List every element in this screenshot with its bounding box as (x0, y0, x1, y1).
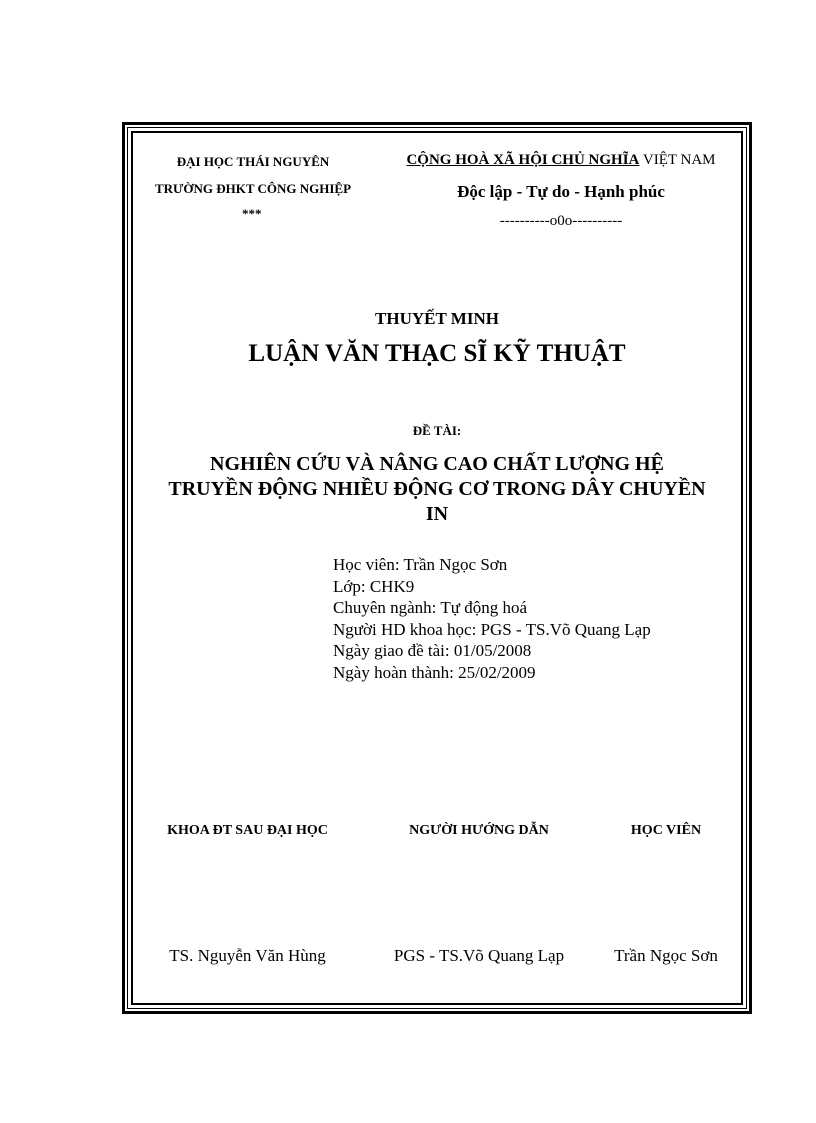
thesis-title: LUẬN VĂN THẠC SĨ KỸ THUẬT (248, 340, 626, 367)
topic-line-2: TRUYỀN ĐỘNG NHIỀU ĐỘNG CƠ TRONG DÂY CHUYỀN (168, 478, 706, 500)
signature-name-faculty: TS. Nguyễn Văn Hùng (169, 946, 326, 965)
topic-line-3: IN (425, 503, 449, 525)
country-name-bold: CỘNG HOÀ XÃ HỘI CHỦ NGHĨA (406, 152, 640, 168)
header-separator: ----------o0o---------- (499, 213, 623, 229)
university-name: ĐẠI HỌC THÁI NGUYÊN (176, 154, 330, 169)
signature-heading-faculty: KHOA ĐT SAU ĐẠI HỌC (167, 823, 328, 838)
national-motto: Độc lập - Tự do - Hạnh phúc (457, 182, 665, 201)
assigned-date: Ngày giao đề tài: 01/05/2008 (333, 641, 532, 660)
topic-line-1: NGHIÊN CỨU VÀ NÂNG CAO CHẤT LƯỢNG HỆ (210, 453, 664, 475)
signature-heading-advisor: NGƯỜI HƯỚNG DẪN (409, 823, 549, 838)
country-name (386, 152, 736, 169)
major-name: Chuyên ngành: Tự động hoá (333, 598, 527, 617)
student-name: Học viên: Trần Ngọc Sơn (333, 555, 508, 574)
completed-date: Ngày hoàn thành: 25/02/2009 (333, 662, 536, 682)
signature-name-advisor: PGS - TS.Võ Quang Lạp (393, 946, 565, 965)
document-type: THUYẾT MINH (375, 309, 499, 328)
country-name-rest: VIỆT NAM (639, 152, 716, 168)
topic-label: ĐỀ TÀI: (412, 423, 462, 438)
class-name: Lớp: CHK9 (333, 576, 415, 596)
advisor-name: Người HD khoa học: PGS - TS.Võ Quang Lạp (333, 619, 651, 639)
stars-decoration: *** (242, 206, 262, 221)
signature-name-student: Trần Ngọc Sơn (614, 946, 718, 965)
signature-heading-student: HỌC VIÊN (630, 823, 702, 838)
school-name: TRƯỜNG ĐHKT CÔNG NGHIỆP (154, 181, 352, 196)
